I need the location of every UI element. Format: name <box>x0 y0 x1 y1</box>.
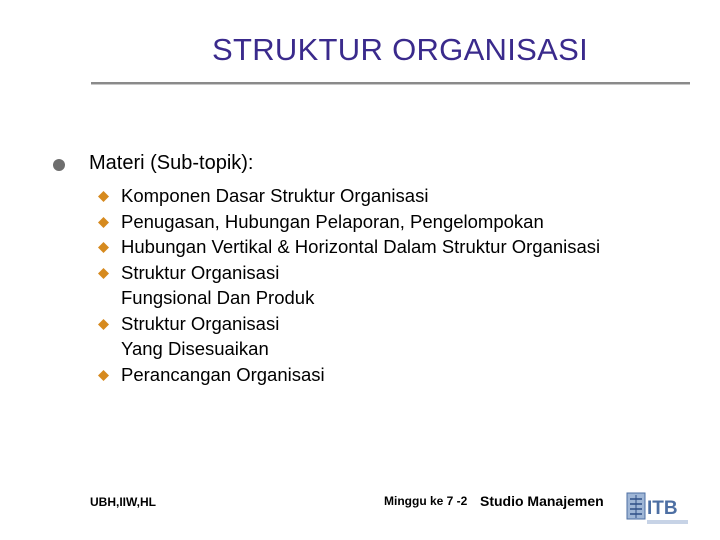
subtopic-line: Perancangan Organisasi <box>121 363 325 385</box>
subtopic-item <box>98 234 698 260</box>
diamond-bullet-icon <box>98 191 109 202</box>
subtopic-list <box>98 183 698 387</box>
subtopic-line: Fungsional Dan Produk <box>121 287 315 308</box>
subtopic-item <box>98 311 698 362</box>
slide-title: STRUKTUR ORGANISASI <box>211 32 589 67</box>
subtopic-line: Struktur Organisasi <box>121 261 280 283</box>
diamond-bullet-icon <box>98 370 109 381</box>
subtopic-item <box>98 260 698 311</box>
section-heading: Materi (Sub-topik): <box>89 152 254 174</box>
diamond-bullet-icon <box>98 242 109 253</box>
diamond-bullet-icon <box>98 268 109 279</box>
round-bullet-icon <box>53 159 65 171</box>
subtopic-line: Penugasan, Hubungan Pelaporan, Pengelompokan <box>121 210 544 232</box>
svg-text:ITB: ITB <box>647 498 678 519</box>
diamond-bullet-icon <box>98 319 109 330</box>
title-divider <box>91 82 690 84</box>
subtopic-line: Yang Disesuaikan <box>121 338 269 359</box>
subtopic-item <box>98 209 698 235</box>
subtopic-item <box>98 183 698 209</box>
subtopic-line: Hubungan Vertikal & Horizontal Dalam Struktur Organisasi <box>121 236 601 257</box>
footer-course: Studio Manajemen <box>480 493 604 509</box>
diamond-bullet-icon <box>98 217 109 228</box>
subtopic-item <box>98 362 698 388</box>
subtopic-line: Struktur Organisasi <box>121 312 280 334</box>
itb-logo-icon <box>626 491 690 527</box>
footer-session: Minggu ke 7 -2 <box>384 494 468 508</box>
footer-authors: UBH,IIW,HL <box>90 495 156 509</box>
subtopic-line: Komponen Dasar Struktur Organisasi <box>121 185 429 206</box>
